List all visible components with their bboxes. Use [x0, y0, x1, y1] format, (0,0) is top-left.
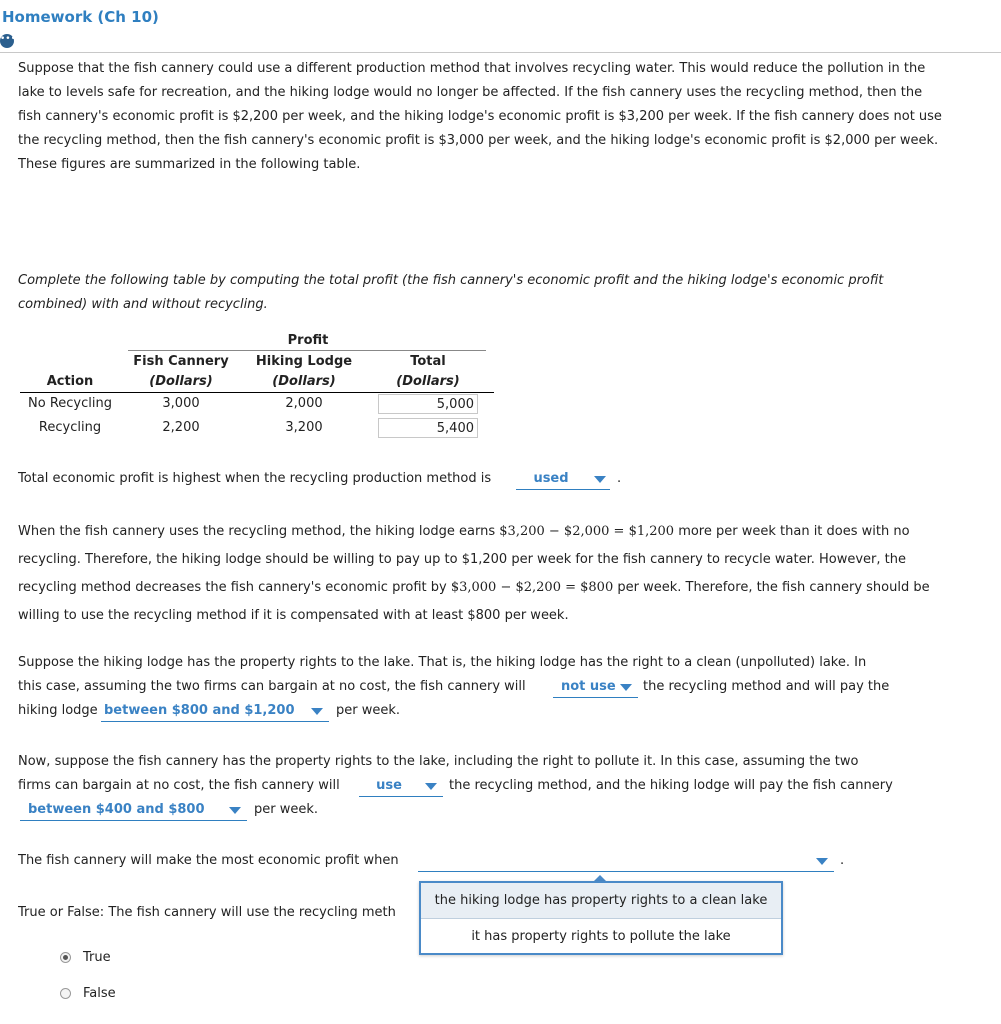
q4-dropdown[interactable] [418, 852, 834, 872]
q3-dropdown-1[interactable] [359, 777, 443, 797]
q3-selected-value-1: use [376, 778, 402, 793]
q1-end: . [617, 471, 622, 486]
group-header-rule [128, 350, 486, 351]
q2-line3b: per week. [336, 703, 401, 718]
explanation-paragraph [18, 518, 943, 630]
explanation-text-2: more per week than it does with no recycling. Therefore, the hiking lodge should be willing to pay up to $1,200 per week for the fish cannery to recycle water. However, the recycling method decreases the fish cannery's economic profit by [18, 524, 910, 595]
cell-lodge: 2,000 [285, 396, 323, 411]
header-rule [20, 392, 494, 393]
intro-text: Suppose that the fish cannery could use a different production method that involves recycling water. This would reduce the pollution in the lake to levels safe for recreation, and the hiking lodge would no longer be affected. If the fish cannery uses the recycling method, then the fish cannery's economic profit is $2,200 per week, and the hiking lodge's economic profit is $3,200 per week. If the fish cannery does not use the recycling method, then the fish cannery's economic profit is $3,000 per week, and the hiking lodge's economic profit is $2,000 per week. These figures are summarized in the following table. [18, 61, 942, 172]
q2-selected-value-1: not use [561, 679, 616, 694]
col-header-total: Total [410, 354, 446, 369]
total-input-no-recycling[interactable]: 5,000 [378, 394, 478, 414]
q2-dropdown-2[interactable] [101, 702, 329, 722]
q2-dropdown-1[interactable] [553, 678, 638, 698]
col-unit-fish: (Dollars) [149, 374, 213, 389]
explanation-math-2: $3,000 − $2,200 = $800 [450, 580, 614, 595]
q1-selected-value: used [533, 471, 569, 486]
q4-options-popup [419, 881, 783, 955]
row-action: No Recycling [28, 396, 112, 411]
row-action: Recycling [38, 420, 102, 435]
chevron-down-icon [311, 708, 323, 715]
col-unit-total: (Dollars) [396, 374, 460, 389]
chevron-down-icon [816, 858, 828, 865]
total-input-recycling[interactable]: 5,400 [378, 418, 478, 438]
chevron-down-icon [620, 684, 632, 691]
radio-false[interactable] [60, 988, 71, 999]
profit-group-header: Profit [287, 333, 329, 348]
q3-selected-value-2: between $400 and $800 [28, 802, 205, 817]
col-header-fish: Fish Cannery [133, 354, 229, 369]
q2-line1: Suppose the hiking lodge has the property rights to the lake. That is, the hiking lodge has the right to a clean (unpolluted) lake. In [18, 655, 867, 670]
instruction-paragraph [18, 269, 943, 317]
header-divider [0, 52, 1001, 53]
q3-line3b: per week. [254, 802, 319, 817]
q3-dropdown-2[interactable] [20, 801, 247, 821]
chevron-down-icon [594, 476, 606, 483]
q3-line2a: firms can bargain at no cost, the fish cannery will [18, 778, 340, 793]
cell-fish: 3,000 [162, 396, 200, 411]
cell-lodge: 3,200 [285, 420, 323, 435]
explanation-text-3: per week. Therefore, the fish cannery should be willing to use the recycling method if it is compensated with at least $800 per week. [18, 580, 930, 623]
col-header-action: Action [46, 374, 94, 389]
q3-line2b: the recycling method, and the hiking lodge will pay the fish cannery [449, 778, 893, 793]
q2-line2a: this case, assuming the two firms can bargain at no cost, the fish cannery will [18, 679, 526, 694]
instruction-text: Complete the following table by computing the total profit (the fish cannery's economic profit and the hiking lodge's economic profit combined) with and without recycling. [18, 273, 884, 312]
q3-line1: Now, suppose the fish cannery has the property rights to the lake, including the right to pollute it. In this case, assuming the two [18, 754, 859, 769]
q2-selected-value-2: between $800 and $1,200 [104, 703, 295, 718]
q5-text: True or False: The fish cannery will use the recycling meth [18, 905, 396, 920]
ellipsis-icon[interactable]: ••• [0, 34, 14, 48]
intro-paragraph [18, 57, 943, 177]
q4-end: . [840, 853, 845, 868]
q2-line3a: hiking lodge [18, 703, 98, 718]
q1-dropdown[interactable] [516, 470, 610, 490]
page-title: Homework (Ch 10) [2, 8, 159, 26]
radio-true-label[interactable]: True [83, 950, 111, 965]
cell-fish: 2,200 [162, 420, 200, 435]
chevron-down-icon [229, 807, 241, 814]
explanation-math-1: $3,200 − $2,000 = $1,200 [499, 524, 675, 539]
q1-text: Total economic profit is highest when the recycling production method is [18, 471, 492, 486]
chevron-down-icon [425, 783, 437, 790]
option-cannery-rights[interactable]: it has property rights to pollute the lake [471, 929, 731, 944]
explanation-text-1: When the fish cannery uses the recycling method, the hiking lodge earns [18, 524, 500, 539]
radio-false-label[interactable]: False [83, 986, 116, 1001]
option-lodge-rights[interactable]: the hiking lodge has property rights to a clean lake [421, 883, 781, 919]
col-unit-lodge: (Dollars) [272, 374, 336, 389]
radio-true[interactable] [60, 952, 71, 963]
q4-text: The fish cannery will make the most economic profit when [18, 853, 399, 868]
col-header-lodge: Hiking Lodge [255, 354, 353, 369]
q2-line2b: the recycling method and will pay the [643, 679, 890, 694]
